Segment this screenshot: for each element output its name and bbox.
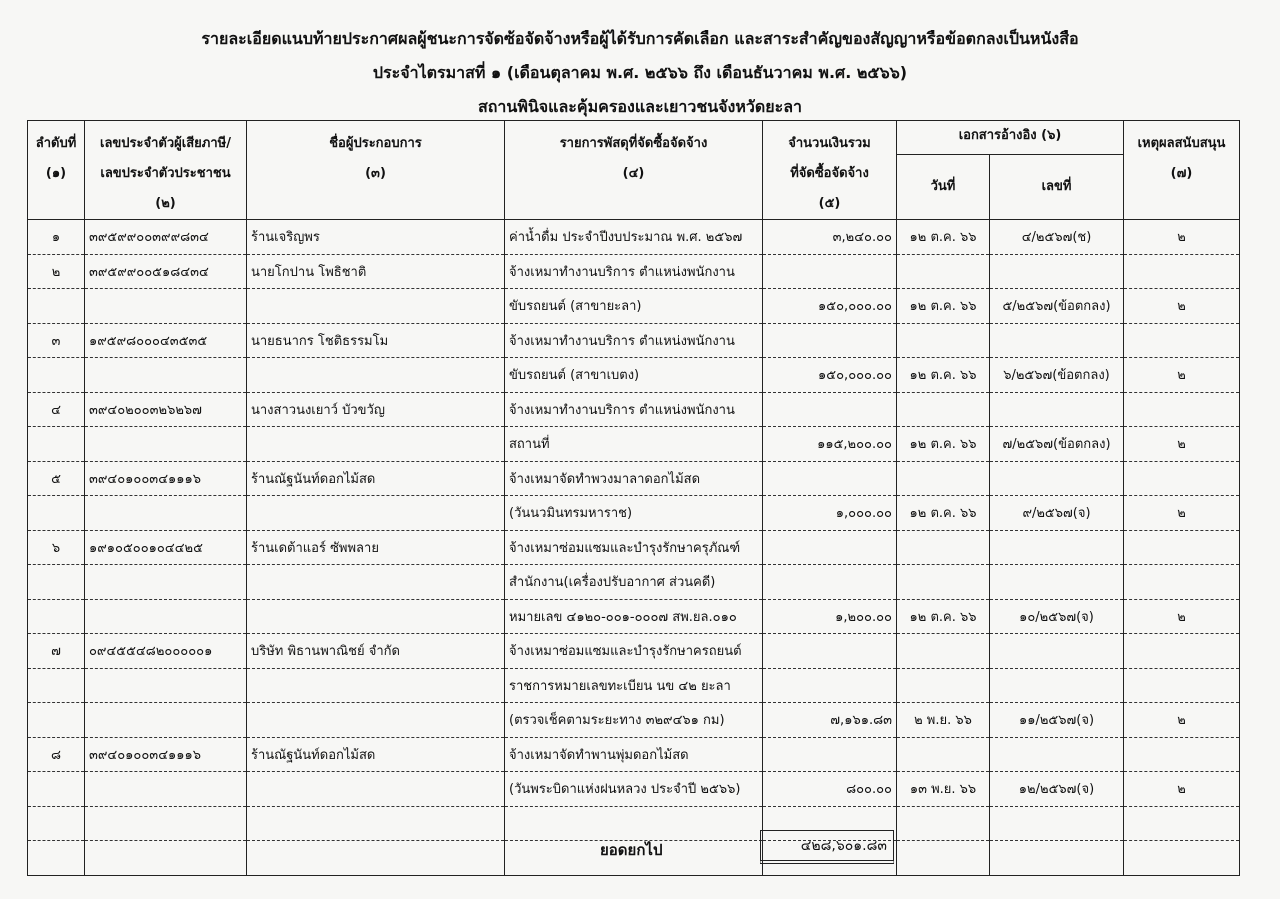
cell-no	[28, 427, 85, 462]
table-row	[28, 392, 1240, 427]
cell-date: ๑๒ ต.ค. ๖๖	[897, 358, 990, 393]
cell-date	[897, 565, 990, 600]
cell-amount	[763, 737, 897, 772]
cell-docno	[990, 841, 1124, 876]
cell-no: ๕	[28, 461, 85, 496]
cell-no	[28, 668, 85, 703]
cell-docno	[990, 254, 1124, 289]
cell-item: สำนักงาน(เครื่องปรับอากาศ ส่วนคดี)	[505, 565, 763, 600]
doc-title-line3: สถานพินิจและคุ้มครองและเยาวชนจังหวัดยะลา	[477, 97, 803, 116]
cell-docno: ๑๑/๒๕๖๗(จ)	[990, 703, 1124, 738]
cell-docno	[990, 530, 1124, 565]
table-row	[28, 565, 1240, 600]
cell-item: ขับรถยนต์ (สาขายะลา)	[505, 289, 763, 324]
cell-taxid: ๓๙๕๙๙๐๐๕๑๘๔๓๔	[85, 254, 247, 289]
cell-reason	[1124, 634, 1240, 669]
table-row	[28, 772, 1240, 807]
cell-reason	[1124, 461, 1240, 496]
cell-amount	[763, 668, 897, 703]
cell-amount: ๑,๒๐๐.๐๐	[763, 599, 897, 634]
cell-taxid	[85, 289, 247, 324]
cell-vendor	[247, 841, 505, 876]
cell-vendor: นางสาวนงเยาว์ บัวขวัญ	[247, 392, 505, 427]
cell-no	[28, 841, 85, 876]
cell-docno	[990, 668, 1124, 703]
cell-date	[897, 254, 990, 289]
cell-no: ๓	[28, 323, 85, 358]
cell-taxid	[85, 599, 247, 634]
cell-date: ๒ พ.ย. ๖๖	[897, 703, 990, 738]
cell-date	[897, 806, 990, 841]
cell-docno	[990, 634, 1124, 669]
cell-item: สถานที่	[505, 427, 763, 462]
cell-no	[28, 599, 85, 634]
cell-item: จ้างเหมาซ่อมแซมและบำรุงรักษาครถยนต์	[505, 634, 763, 669]
cell-date	[897, 461, 990, 496]
cell-taxid	[85, 841, 247, 876]
cell-taxid: ๑๙๑๐๕๐๐๑๐๔๔๒๕	[85, 530, 247, 565]
cell-taxid: ๓๙๔๐๒๐๐๓๒๖๒๖๗	[85, 392, 247, 427]
cell-taxid	[85, 806, 247, 841]
cell-docno: ๕/๒๕๖๗(ข้อตกลง)	[990, 289, 1124, 324]
header-amount: จำนวนเงินรวม ที่จัดซื้อจัดจ้าง (๕)	[763, 121, 897, 220]
cell-item: หมายเลข ๔๑๒๐-๐๐๑-๐๐๐๗ สพ.ยล.๐๑๐	[505, 599, 763, 634]
cell-docno	[990, 737, 1124, 772]
cell-taxid: ๓๙๔๐๑๐๐๓๔๑๑๑๖	[85, 461, 247, 496]
cell-no	[28, 772, 85, 807]
table-row	[28, 530, 1240, 565]
cell-docno: ๗/๒๕๖๗(ข้อตกลง)	[990, 427, 1124, 462]
cell-reason	[1124, 254, 1240, 289]
cell-date	[897, 668, 990, 703]
cell-date: ๑๒ ต.ค. ๖๖	[897, 289, 990, 324]
cell-taxid: ๐๙๔๕๕๔๘๒๐๐๐๐๐๑	[85, 634, 247, 669]
cell-vendor: บริษัท พิธานพาณิชย์ จำกัด	[247, 634, 505, 669]
cell-reason	[1124, 323, 1240, 358]
procurement-table	[27, 120, 1240, 876]
cell-reason	[1124, 841, 1240, 876]
cell-reason: ๒	[1124, 289, 1240, 324]
cell-vendor	[247, 496, 505, 531]
cell-vendor	[247, 599, 505, 634]
cell-amount	[763, 392, 897, 427]
table-row	[28, 806, 1240, 841]
cell-vendor: ร้านณัฐนันท์ดอกไม้สด	[247, 737, 505, 772]
cell-reason	[1124, 565, 1240, 600]
cell-no	[28, 358, 85, 393]
cell-vendor: นายโกปาน โพธิชาติ	[247, 254, 505, 289]
cell-amount	[763, 565, 897, 600]
cell-no	[28, 496, 85, 531]
cell-reason: ๒	[1124, 703, 1240, 738]
cell-date	[897, 634, 990, 669]
cell-docno: ๙/๒๕๖๗(จ)	[990, 496, 1124, 531]
cell-no	[28, 565, 85, 600]
cell-amount: ๑๑๕,๒๐๐.๐๐	[763, 427, 897, 462]
header-taxid: เลขประจำตัวผู้เสียภาษี/ เลขประจำตัวประชาชน (๒)	[85, 121, 247, 220]
table-row	[28, 599, 1240, 634]
table-row	[28, 323, 1240, 358]
cell-vendor	[247, 772, 505, 807]
cell-date: ๑๒ ต.ค. ๖๖	[897, 496, 990, 531]
cell-docno	[990, 806, 1124, 841]
total-value: ๔๒๘,๖๐๑.๘๓	[760, 830, 894, 864]
header-ref: เอกสารอ้างอิง (๖)	[897, 121, 1124, 155]
cell-amount	[763, 461, 897, 496]
header-vendor: ชื่อผู้ประกอบการ (๓)	[247, 121, 505, 220]
cell-date	[897, 323, 990, 358]
table-row	[28, 461, 1240, 496]
cell-vendor	[247, 668, 505, 703]
cell-item: จ้างเหมาจัดทำพานพุ่มดอกไม้สด	[505, 737, 763, 772]
cell-item: ค่าน้ำดื่ม ประจำปีงบประมาณ พ.ศ. ๒๕๖๗	[505, 220, 763, 255]
cell-reason: ๒	[1124, 599, 1240, 634]
cell-date	[897, 841, 990, 876]
cell-docno	[990, 323, 1124, 358]
cell-date: ๑๒ ต.ค. ๖๖	[897, 599, 990, 634]
table-row	[28, 737, 1240, 772]
cell-reason	[1124, 668, 1240, 703]
cell-no: ๔	[28, 392, 85, 427]
cell-taxid	[85, 565, 247, 600]
header-ref-no: เลขที่	[990, 154, 1124, 219]
cell-date	[897, 392, 990, 427]
cell-vendor	[247, 806, 505, 841]
doc-title-line1: รายละเอียดแนบท้ายประกาศผลผู้ชนะการจัดซ้อจัดจ้างหรือผู้ได้รับการคัดเลือก และสาระสำคัญของสัญญาหรือข้อตกลงเป็นหนังสือ	[201, 29, 1079, 48]
cell-amount: ๘๐๐.๐๐	[763, 772, 897, 807]
header-no: ลำดับที่ (๑)	[28, 121, 85, 220]
cell-item: (วันนวมินทรมหาราช)	[505, 496, 763, 531]
cell-reason	[1124, 737, 1240, 772]
cell-reason: ๒	[1124, 220, 1240, 255]
table-row	[28, 427, 1240, 462]
table-row	[28, 289, 1240, 324]
cell-date: ๑๒ ต.ค. ๖๖	[897, 220, 990, 255]
cell-amount	[763, 254, 897, 289]
cell-no: ๗	[28, 634, 85, 669]
table-row	[28, 634, 1240, 669]
cell-amount	[763, 323, 897, 358]
cell-amount	[763, 634, 897, 669]
header-item: รายการพัสดุที่จัดซื้อจัดจ้าง (๔)	[505, 121, 763, 220]
table-row	[28, 668, 1240, 703]
cell-reason: ๒	[1124, 496, 1240, 531]
cell-vendor	[247, 289, 505, 324]
table-row	[28, 496, 1240, 531]
cell-item: จ้างเหมาจัดทำพวงมาลาดอกไม้สด	[505, 461, 763, 496]
cell-docno: ๑๒/๒๕๖๗(จ)	[990, 772, 1124, 807]
cell-amount: ๑๕๐,๐๐๐.๐๐	[763, 289, 897, 324]
cell-taxid: ๓๙๔๐๑๐๐๓๔๑๑๑๖	[85, 737, 247, 772]
cell-taxid	[85, 496, 247, 531]
cell-reason	[1124, 530, 1240, 565]
cell-taxid	[85, 703, 247, 738]
cell-reason: ๒	[1124, 358, 1240, 393]
cell-docno: ๑๐/๒๕๖๗(จ)	[990, 599, 1124, 634]
cell-amount: ๑,๐๐๐.๐๐	[763, 496, 897, 531]
table-row	[28, 220, 1240, 255]
cell-no: ๖	[28, 530, 85, 565]
cell-taxid	[85, 427, 247, 462]
cell-item: ราชการหมายเลขทะเบียน นข ๔๒ ยะลา	[505, 668, 763, 703]
cell-taxid	[85, 358, 247, 393]
cell-vendor: ร้านเจริญพร	[247, 220, 505, 255]
cell-amount: ๑๕๐,๐๐๐.๐๐	[763, 358, 897, 393]
cell-no	[28, 289, 85, 324]
cell-item: จ้างเหมาทำงานบริการ ตำแหน่งพนักงาน	[505, 323, 763, 358]
cell-date	[897, 530, 990, 565]
cell-item: จ้างเหมาซ่อมแซมและบำรุงรักษาครุภัณฑ์	[505, 530, 763, 565]
cell-vendor: ร้านณัฐนันท์ดอกไม้สด	[247, 461, 505, 496]
cell-date: ๑๓ พ.ย. ๖๖	[897, 772, 990, 807]
cell-vendor: นายธนากร โชติธรรมโม	[247, 323, 505, 358]
cell-date: ๑๒ ต.ค. ๖๖	[897, 427, 990, 462]
cell-no: ๑	[28, 220, 85, 255]
cell-reason: ๒	[1124, 772, 1240, 807]
cell-no	[28, 806, 85, 841]
table-row	[28, 703, 1240, 738]
cell-vendor	[247, 427, 505, 462]
cell-amount	[763, 530, 897, 565]
cell-vendor	[247, 358, 505, 393]
cell-date	[897, 737, 990, 772]
cell-taxid: ๓๙๕๙๙๐๐๓๙๙๘๓๔	[85, 220, 247, 255]
table-row	[28, 254, 1240, 289]
cell-item	[505, 806, 763, 841]
cell-reason	[1124, 392, 1240, 427]
header-reason: เหตุผลสนับสนุน (๗)	[1124, 121, 1240, 220]
cell-taxid	[85, 772, 247, 807]
cell-no	[28, 703, 85, 738]
cell-taxid	[85, 668, 247, 703]
cell-item: (วันพระบิดาแห่งฝนหลวง ประจำปี ๒๕๖๖)	[505, 772, 763, 807]
cell-item: ขับรถยนต์ (สาขาเบตง)	[505, 358, 763, 393]
doc-title-line2: ประจำไตรมาสที่ ๑ (เดือนตุลาคม พ.ศ. ๒๕๖๖ ถึง เดือนธันวาคม พ.ศ. ๒๕๖๖)	[372, 63, 908, 82]
cell-docno: ๖/๒๕๖๗(ข้อตกลง)	[990, 358, 1124, 393]
cell-docno	[990, 565, 1124, 600]
cell-amount: ๓,๒๔๐.๐๐	[763, 220, 897, 255]
cell-reason: ๒	[1124, 427, 1240, 462]
cell-item: (ตรวจเช็คตามระยะทาง ๓๒๙๔๖๑ กม)	[505, 703, 763, 738]
cell-reason	[1124, 806, 1240, 841]
total-label: ยอดยกไป	[600, 841, 663, 859]
cell-amount: ๗,๑๖๑.๘๓	[763, 703, 897, 738]
cell-vendor: ร้านเดต้าแอร์ ซัพพลาย	[247, 530, 505, 565]
cell-docno: ๔/๒๕๖๗(ช)	[990, 220, 1124, 255]
cell-docno	[990, 392, 1124, 427]
header-ref-date: วันที่	[897, 154, 990, 219]
cell-vendor	[247, 703, 505, 738]
cell-vendor	[247, 565, 505, 600]
cell-item: จ้างเหมาทำงานบริการ ตำแหน่งพนักงาน	[505, 392, 763, 427]
cell-no: ๘	[28, 737, 85, 772]
cell-no: ๒	[28, 254, 85, 289]
cell-docno	[990, 461, 1124, 496]
cell-item: จ้างเหมาทำงานบริการ ตำแหน่งพนักงาน	[505, 254, 763, 289]
table-row	[28, 358, 1240, 393]
cell-taxid: ๑๙๕๙๘๐๐๐๔๓๕๓๕	[85, 323, 247, 358]
